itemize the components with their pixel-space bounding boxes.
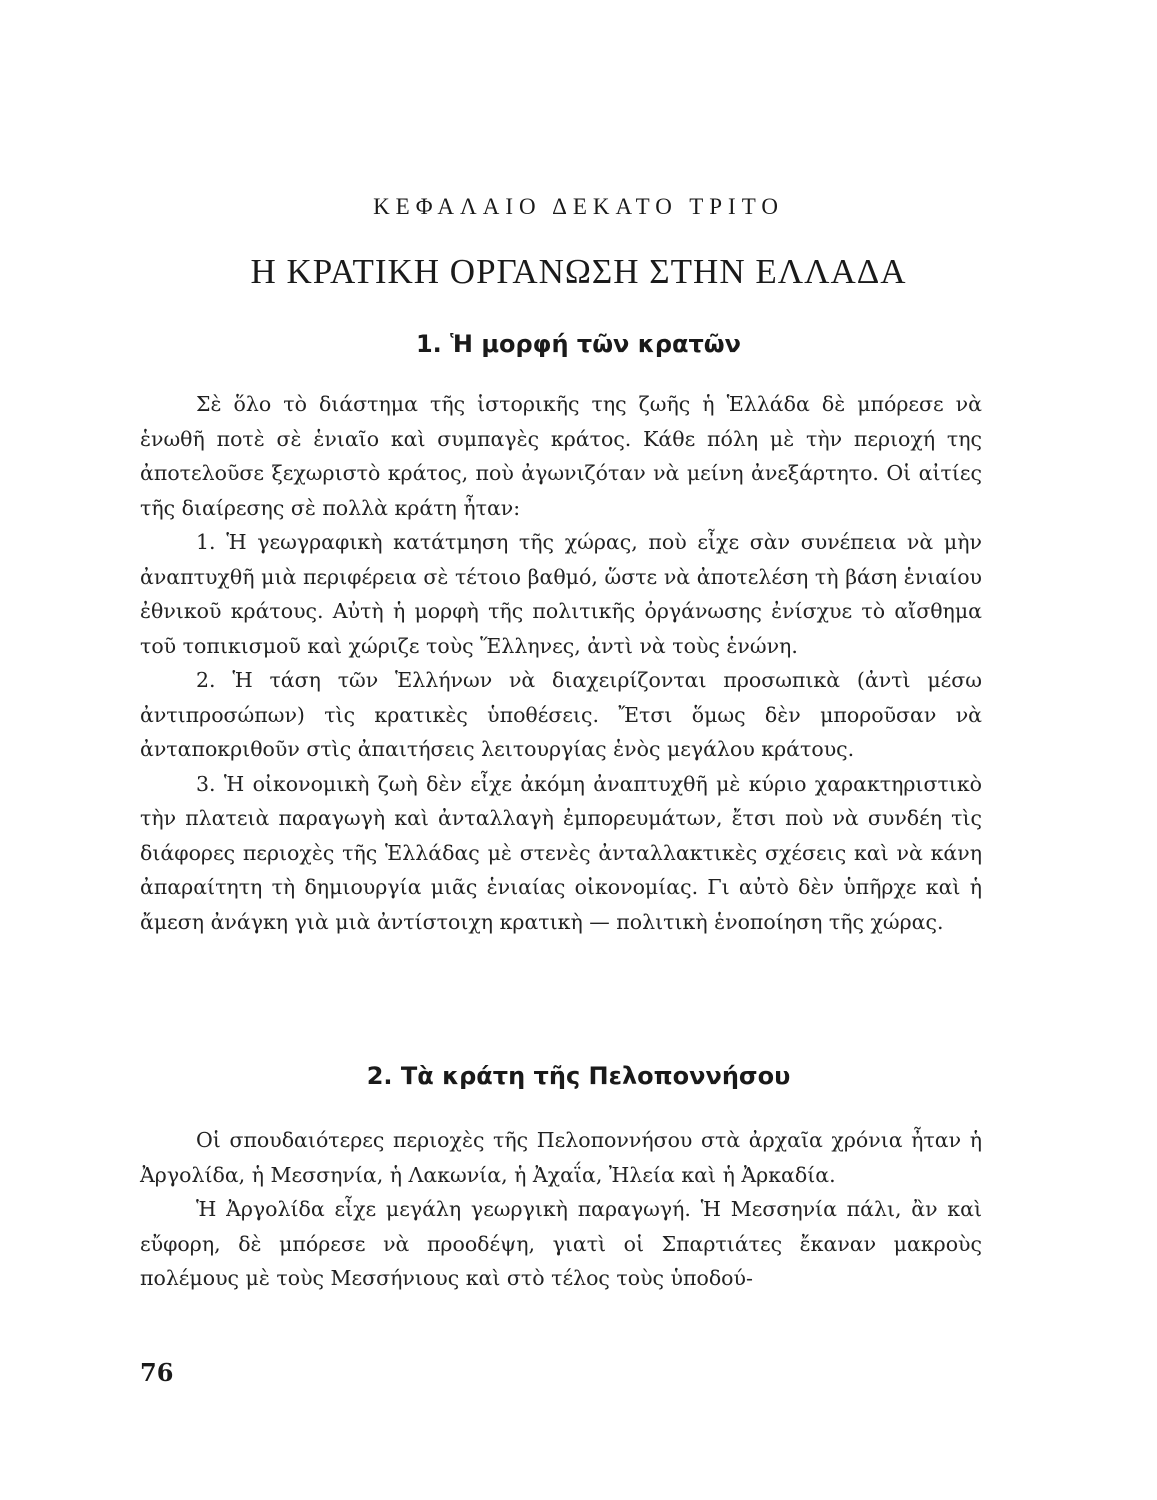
paragraph: Ἡ Ἀργολίδα εἶχε μεγάλη γεωργικὴ παραγωγή. Ἡ Μεσσηνία πάλι, ἂν καὶ εὔφορη, δὲ μπόρεσε νὰ προοδέψη, γιατὶ οἱ Σπαρτιάτες ἔκαναν μακροὺς πολέμους μὲ τοὺς Μεσσήνιους καὶ στὸ τέλος τοὺς ὑποδού- [140, 1197, 982, 1290]
paragraph: Οἱ σπουδαιότερες περιοχὲς τῆς Πελοποννήσου στὰ ἀρχαῖα χρόνια ἦταν ἡ Ἀργολίδα, ἡ Μεσσηνία, ἡ Λακωνία, ἡ Ἀχαΐα, Ἠλεία καὶ ἡ Ἀρκαδία. [140, 1128, 982, 1187]
section-heading-1: 1. Ἡ μορφή τῶν κρατῶν [415, 330, 742, 358]
page-number: 76 [140, 1358, 174, 1387]
section-1-body [140, 387, 982, 939]
chapter-title: Η ΚΡΑΤΙΚΗ ΟΡΓΑΝΩΣΗ ΣΤΗΝ ΕΛΛΑΔΑ [250, 252, 907, 291]
paragraph: 2. Ἡ τάση τῶν Ἑλλήνων νὰ διαχειρίζονται προσωπικὰ (ἀντὶ μέσω ἀντιπροσώπων) τὶς κρατικὲς ὑποθέσεις. Ἔτσι ὅμως δὲν μποροῦσαν νὰ ἀνταποκριθοῦν στὶς ἀπαιτήσεις λειτουργίας ἑνὸς μεγάλου κράτους. [140, 668, 982, 761]
section-2-body [140, 1123, 982, 1296]
paragraph: 3. Ἡ οἰκονομικὴ ζωὴ δὲν εἶχε ἀκόμη ἀναπτυχθῆ μὲ κύριο χαρακτηριστικὸ τὴν πλατειὰ παραγωγὴ καὶ ἀνταλλαγὴ ἐμπορευμάτων, ἔτσι ποὺ νὰ συνδέη τὶς διάφορες περιοχὲς τῆς Ἑλλάδας μὲ στενὲς ἀνταλλακτικὲς σχέσεις καὶ νὰ κάνη ἀπαραίτητη τὴ δημιουργία μιᾶς ἑνιαίας οἰκονομίας. Γι αὐτὸ δὲν ὑπῆρχε καὶ ἡ ἄμεση ἀνάγκη γιὰ μιὰ ἀντίστοιχη κρατικὴ — πολιτικὴ ἑνοποίηση τῆς χώρας. [140, 771, 982, 934]
section-heading-2: 2. Τὰ κράτη τῆς Πελοποννήσου [366, 1062, 791, 1090]
paragraph: Σὲ ὅλο τὸ διάστημα τῆς ἱστορικῆς της ζωῆς ἡ Ἑλλάδα δὲ μπόρεσε νὰ ἑνωθῆ ποτὲ σὲ ἑνιαῖο καὶ συμπαγὲς κράτος. Κάθε πόλη μὲ τὴν περιοχή της ἀποτελοῦσε ξεχωριστὸ κράτος, ποὺ ἀγωνιζόταν νὰ μείνη ἀνεξάρτητο. Οἱ αἰτίες τῆς διαίρεσης σὲ πολλὰ κράτη ἦταν: [140, 392, 982, 520]
paragraph: 1. Ἡ γεωγραφικὴ κατάτμηση τῆς χώρας, ποὺ εἶχε σὰν συνέπεια νὰ μὴν ἀναπτυχθῆ μιὰ περιφέρεια σὲ τέτοιο βαθμό, ὥστε νὰ ἀποτελέση τὴ βάση ἑνιαίου ἐθνικοῦ κράτους. Αὐτὴ ἡ μορφὴ τῆς πολιτικῆς ὀργάνωσης ἐνίσχυε τὸ αἴσθημα τοῦ τοπικισμοῦ καὶ χώριζε τοὺς Ἕλληνες, ἀντὶ νὰ τοὺς ἑνώνη. [140, 530, 982, 658]
chapter-label: ΚΕΦΑΛΑΙΟ ΔΕΚΑΤΟ ΤΡΙΤΟ [373, 194, 784, 219]
